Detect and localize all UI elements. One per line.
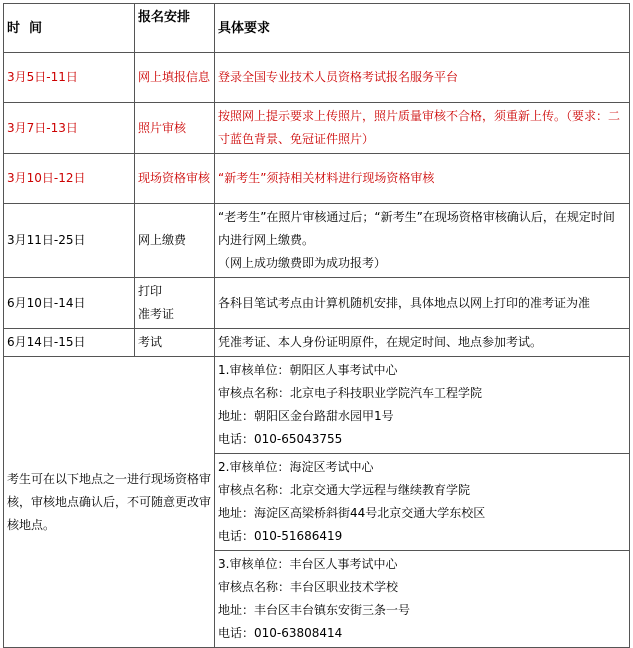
row-item: 打印 准考证 <box>135 278 215 329</box>
row-requirement: 按照网上提示要求上传照片，照片质量审核不合格，须重新上传。（要求：二寸蓝色背景、免冠证件照片） <box>215 103 630 154</box>
row-requirement: 登录全国专业技术人员资格考试报名服务平台 <box>215 53 630 103</box>
row-item: 现场资格审核 <box>135 154 215 204</box>
table-row <box>4 278 630 329</box>
site-phone: 电话：010-65043755 <box>218 432 343 446</box>
site-address: 地址：朝阳区金台路甜水园甲1号 <box>218 409 394 423</box>
header-row <box>4 4 630 53</box>
site-unit: 3.审核单位：丰台区人事考试中心 <box>218 557 398 571</box>
row-item: 考试 <box>135 329 215 357</box>
row-item: 网上缴费 <box>135 204 215 278</box>
audit-site <box>215 551 630 648</box>
site-unit: 2.审核单位：海淀区考试中心 <box>218 460 374 474</box>
row-requirement: “新考生”须持相关材料进行现场资格审核 <box>215 154 630 204</box>
site-unit: 1.审核单位：朝阳区人事考试中心 <box>218 363 398 377</box>
table-row <box>4 53 630 103</box>
requirement-line: “老考生”在照片审核通过后；“新考生”在现场资格审核确认后，在规定时间内进行网上缴费。 <box>218 210 615 247</box>
row-date: 3月11日-25日 <box>4 204 135 278</box>
row-date: 6月10日-14日 <box>4 278 135 329</box>
header-requirements: 具体要求 <box>215 4 630 53</box>
header-time: 时 间 <box>4 4 135 53</box>
table-row <box>4 329 630 357</box>
audit-site <box>215 357 630 454</box>
table-row <box>4 204 630 278</box>
row-requirement: 凭准考证、本人身份证明原件，在规定时间、地点参加考试。 <box>215 329 630 357</box>
row-date: 3月7日-13日 <box>4 103 135 154</box>
site-address: 地址：丰台区丰台镇东安街三条一号 <box>218 603 411 617</box>
row-requirement <box>215 204 630 278</box>
row-item: 照片审核 <box>135 103 215 154</box>
row-date: 6月14日-15日 <box>4 329 135 357</box>
exam-schedule-table <box>3 3 630 648</box>
sites-note: 考生可在以下地点之一进行现场资格审核，审核地点确认后，不可随意更改审核地点。 <box>4 357 215 648</box>
site-address: 地址：海淀区高梁桥斜街44号北京交通大学东校区 <box>218 506 486 520</box>
row-date: 3月5日-11日 <box>4 53 135 103</box>
site-name: 审核点名称：北京电子科技职业学院汽车工程学院 <box>218 386 483 400</box>
site-phone: 电话：010-63808414 <box>218 626 343 640</box>
site-name: 审核点名称：丰台区职业技术学校 <box>218 580 399 594</box>
table-row <box>4 103 630 154</box>
site-name: 审核点名称：北京交通大学远程与继续教育学院 <box>218 483 471 497</box>
table-row <box>4 357 630 454</box>
row-item: 网上填报信息 <box>135 53 215 103</box>
requirement-note: （网上成功缴费即为成功报考） <box>218 256 387 270</box>
site-phone: 电话：010-51686419 <box>218 529 343 543</box>
row-requirement: 各科目笔试考点由计算机随机安排，具体地点以网上打印的准考证为准 <box>215 278 630 329</box>
row-date: 3月10日-12日 <box>4 154 135 204</box>
table-row <box>4 154 630 204</box>
audit-site <box>215 454 630 551</box>
header-arrangement: 报名安排 <box>135 4 215 53</box>
